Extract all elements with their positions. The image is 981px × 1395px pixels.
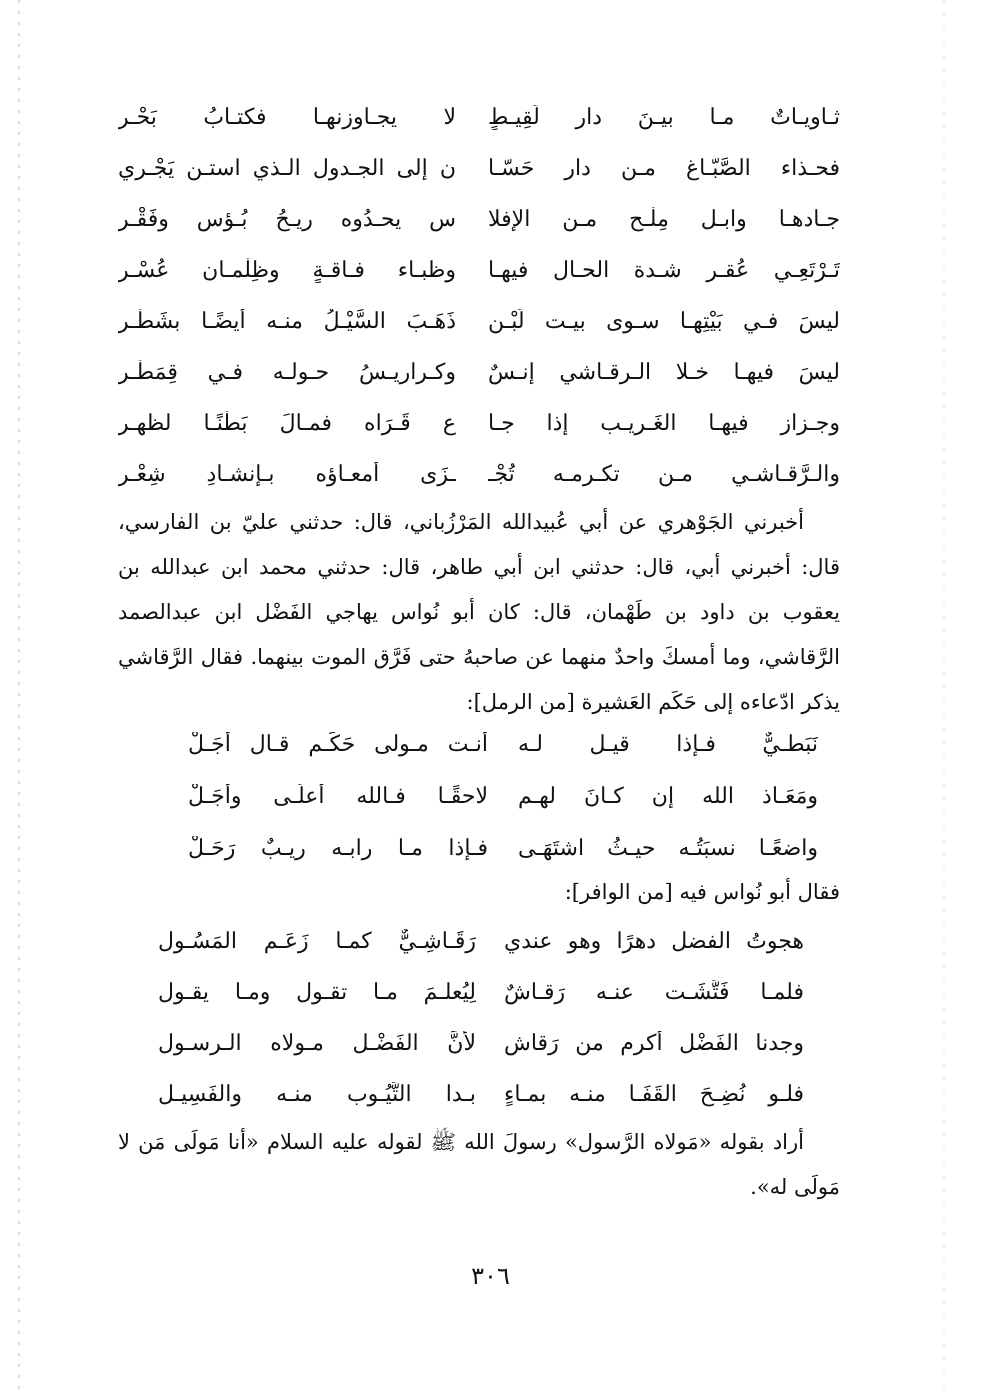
verse-second-hemistich: وظبـاء فـاقـةٍ وظِلْمـان عُسْـر xyxy=(118,258,456,283)
verse-line xyxy=(118,449,840,500)
verse-second-hemistich: س يحـدُوه ريـحُ بُـؤس وفَقْـرِ xyxy=(118,207,456,232)
verse-first-hemistich: ثـاويـاتٌ مـا بيـنَ دارِ لَقِيـطٍ xyxy=(488,105,840,130)
prose-paragraph-1 xyxy=(118,500,840,725)
verse-second-hemistich: ع قَـرَاه فمـالَ بَطْنًـا لظهـرِ xyxy=(118,411,456,436)
scan-edge-right xyxy=(943,0,945,1395)
verse-first-hemistich: ليسَ فيهـا خـلا الـرقـاشي إنـسٌ xyxy=(488,360,840,385)
verse-second-hemistich: ـزَى أمعـاؤه بـإنشـادِ شِعْـرِ xyxy=(118,462,456,487)
poem-1 xyxy=(118,92,840,500)
verse-second-hemistich: وكـراريـسُ حـولـه فـي قِمَطْـرِ xyxy=(118,360,456,385)
verse-second-hemistich: بـدا التَّيُـوب منـه والفَسِيـل xyxy=(158,1082,476,1107)
verse-first-hemistich: تَـرْتَعِـي عُقـر شـدة الحـال فيهـا xyxy=(488,258,840,283)
verse-line xyxy=(118,822,840,874)
verse-line xyxy=(118,143,840,194)
verse-first-hemistich: فلـو نُضِـحَ القَفَـا منـه بمـاءٍ xyxy=(504,1082,804,1107)
verse-first-hemistich: هجوتُ الفضل دهرًا وهو عندي xyxy=(504,929,804,954)
verse-first-hemistich: نَبَطـيٌّ فـإذا قيـل لـه xyxy=(518,731,818,757)
verse-line xyxy=(118,718,840,770)
verse-first-hemistich: وجدنا الفَضْل أكرم من رَقاش xyxy=(504,1031,804,1056)
verse-line xyxy=(118,92,840,143)
prose-paragraph-1-text: أخبرني الجَوْهري عن أبي عُبيدالله المَرْزُباني، قال: حدثني عليّ بن الفارسي، قال: أخبرني أبي، قال: حدثني ابن أبي طاهر، قال: حدثني محمد ابن عبدالله بن يعقوب بن داود بن طَهْمان، قال: كان أبو نُواس يهاجي الفَضْل ابن عبدالصمد الرَّقاشي، وما أمسكَ واحدٌ منهما عن صاحبهُ حتى فَرَّق الموت بينهما. فقال الرَّقاشي يذكر ادّعاءه إلى حَكَم العَشيرة [من الرمل]: xyxy=(118,510,840,714)
verse-second-hemistich: لاحقًـا فـالله أعلَـى وأجَـلْ xyxy=(188,783,488,809)
verse-first-hemistich: واضعًـا نسبَتُـه حيـثُ اشتَهَـى xyxy=(518,835,818,861)
verse-first-hemistich: جـادهـا وابـل مِلْـح مـن الإفلا xyxy=(488,207,840,232)
verse-line xyxy=(118,770,840,822)
poem-2 xyxy=(118,718,840,874)
verse-second-hemistich: ن إلى الجـدول الـذي استـن يَجْـري xyxy=(118,156,456,181)
verse-line xyxy=(118,194,840,245)
verse-second-hemistich: أنـت مـولى حَكَـم قـال أجَـلْ xyxy=(188,731,488,757)
scan-edge-left xyxy=(18,0,20,1395)
verse-line xyxy=(118,245,840,296)
verse-line xyxy=(118,398,840,449)
prose-paragraph-2 xyxy=(118,1120,840,1210)
verse-second-hemistich: لأنَّ الفَضْـل مـولاه الـرسـول xyxy=(158,1031,476,1056)
verse-line xyxy=(118,916,840,967)
verse-line xyxy=(118,347,840,398)
verse-first-hemistich: ومَعَـاذ الله إن كـانَ لهـم xyxy=(518,783,818,809)
verse-first-hemistich: فلمـا فَتَّشَـت عنـه رَقـاشٌ xyxy=(504,980,804,1005)
verse-second-hemistich: لا يجـاوزنهـا فكتـابُ بَحْـرِ xyxy=(118,105,456,130)
verse-line xyxy=(118,1018,840,1069)
verse-first-hemistich: فحـذاء الصَّبّـاغ مـن دارِ حَسّـا xyxy=(488,156,840,181)
verse-second-hemistich: لِيُعلـمَ مـا تقـول ومـا يقـول xyxy=(158,980,476,1005)
verse-line xyxy=(118,296,840,347)
verse-first-hemistich: ليسَ فـي بَيْتِهـا سـوى بيـت لَبْـن xyxy=(488,309,840,334)
verse-first-hemistich: والـرَّقـاشـي مـن تكـرمـه تُجْـ xyxy=(488,462,840,487)
page-number: ٣٠٦ xyxy=(471,1262,510,1290)
verse-second-hemistich: ذَهَـبَ السَّيْـلُ منـه أيضًـا بشَطْـرِ xyxy=(118,309,456,334)
poem-3 xyxy=(118,916,840,1120)
verse-line xyxy=(118,967,840,1018)
poem-3-intro: فقال أبو نُواس فيه [من الوافر]: xyxy=(564,880,840,904)
verse-second-hemistich: فـإذا مـا رابـه ريـبٌ رَحَـلْ xyxy=(188,835,488,861)
verse-line xyxy=(118,1069,840,1120)
prose-paragraph-2-text: أراد بقوله «مَولاه الرَّسول» رسولَ الله ﷺ لقوله عليه السلام «أنا مَولَى مَن لا مَولَى له». xyxy=(118,1130,840,1199)
verse-first-hemistich: وجـزاز فيهـا الغَـريـب إذا جـا xyxy=(488,411,840,436)
verse-second-hemistich: رَقَـاشِـيٌّ كمـا زَعَـم المَسُـول xyxy=(158,929,476,954)
